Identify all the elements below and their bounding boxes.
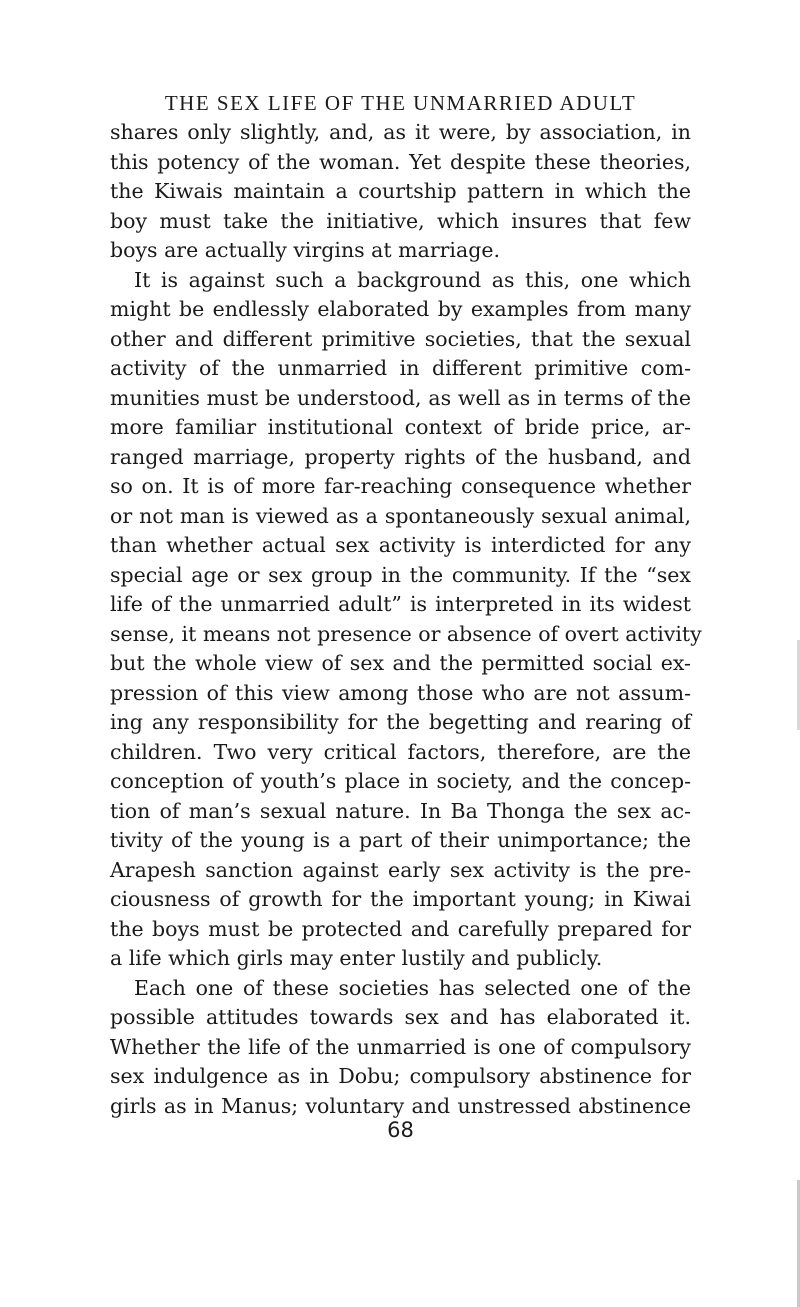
text-line: ciousness of growth for the important young; in Kiwai — [110, 887, 691, 911]
text-line: than whether actual sex activity is interdicted for any — [110, 533, 691, 557]
text-line: might be endlessly elaborated by examples from many — [110, 297, 691, 321]
running-head: THE SEX LIFE OF THE UNMARRIED ADULT — [164, 91, 637, 115]
text-line: Arapesh sanction against early sex activity is the pre- — [110, 857, 691, 882]
text-line: pression of this view among those who are not assum- — [110, 680, 691, 705]
text-line: the boys must be protected and carefully prepared for — [110, 916, 691, 941]
text-line: boy must take the initiative, which insures that few — [110, 208, 691, 233]
text-line: Whether the life of the unmarried is one of compulsory — [110, 1034, 691, 1059]
text-line: other and different primitive societies, that the sexual — [110, 326, 691, 351]
text-line: but the whole view of sex and the permitted social ex- — [110, 651, 691, 675]
text-line: boys are actually virgins at marriage. — [110, 238, 500, 262]
paragraph-first-line: It is against such a background as this, one which — [134, 267, 691, 292]
text-line: tivity of the young is a part of their unimportance; the — [110, 828, 691, 852]
text-line: girls as in Manus; voluntary and unstressed abstinence — [110, 1093, 691, 1118]
text-line: life of the unmarried adult” is interpreted in its widest — [110, 592, 691, 616]
text-line: or not man is viewed as a spontaneously sexual animal, — [110, 503, 691, 528]
text-line: conception of youth’s place in society, and the concep- — [110, 769, 691, 793]
page-number: 68 — [387, 1118, 414, 1142]
text-line: munities must be understood, as well as in terms of the — [110, 385, 691, 410]
text-line: possible attitudes towards sex and has elaborated it. — [110, 1005, 691, 1029]
text-line: a life which girls may enter lustily and publicly. — [110, 946, 603, 970]
text-line: special age or sex group in the community. If the “sex — [110, 562, 691, 587]
text-line: activity of the unmarried in different primitive com- — [110, 356, 691, 380]
text-line: this potency of the woman. Yet despite these theories, — [110, 149, 691, 174]
text-line: shares only slightly, and, as it were, by association, in — [110, 120, 691, 144]
text-line: tion of man’s sexual nature. In Ba Thonga the sex ac- — [110, 798, 691, 823]
text-line: sex indulgence as in Dobu; compulsory abstinence for — [110, 1064, 691, 1088]
paragraph-first-line: Each one of these societies has selected one of the — [134, 975, 691, 1000]
text-line: children. Two very critical factors, therefore, are the — [110, 739, 691, 764]
text-line: the Kiwais maintain a courtship pattern in which the — [110, 179, 691, 203]
text-line: so on. It is of more far-reaching consequence whether — [110, 474, 691, 498]
body-text — [110, 118, 702, 1121]
text-line: ing any responsibility for the begetting and rearing of — [110, 710, 691, 734]
text-line: ranged marriage, property rights of the husband, and — [110, 444, 691, 469]
text-line: more familiar institutional context of bride price, ar- — [110, 415, 691, 439]
text-line: sense, it means not presence or absence of overt activity — [110, 621, 702, 646]
